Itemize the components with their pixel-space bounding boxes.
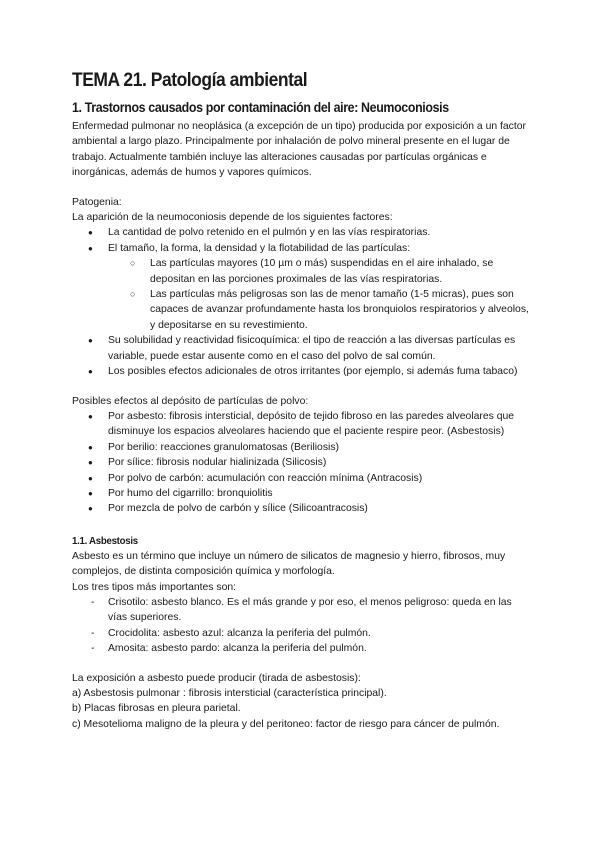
section-1-1-heading: 1.1. Asbestosis bbox=[72, 534, 138, 547]
sub-list-item: ○ Las partículas mayores (10 µm o más) suspendidas en el aire inhalado, se depositan en las porciones proximales de las vías respiratorias. bbox=[108, 256, 532, 287]
effects-list bbox=[72, 409, 532, 517]
effects-lead: Posibles efectos al depósito de partículas de polvo: bbox=[72, 395, 309, 407]
size-sublist bbox=[108, 256, 532, 333]
list-item: ● La cantidad de polvo retenido en el pulmón y en las vías respiratorias. bbox=[72, 225, 532, 240]
asbesto-intro: Asbesto es un término que incluye un número de silicatos de magnesio y hierro, fibrosos, muy complejos, de distinta composición química y morfología. bbox=[72, 550, 506, 578]
exposure-item: c) Mesotelioma maligno de la pleura y del peritoneo: factor de riesgo para cáncer de pulmón. bbox=[72, 718, 500, 730]
list-item: ● Por humo del cigarrillo: bronquiolitis bbox=[72, 486, 532, 501]
list-item: ● Por berilio: reacciones granulomatosas (Beriliosis) bbox=[72, 440, 532, 455]
exposure-lead: La exposición a asbesto puede producir (tirada de asbestosis): bbox=[72, 672, 361, 684]
section-1-heading: 1. Trastornos causados por contaminación del aire: Neumoconiosis bbox=[72, 100, 449, 115]
list-item: ● Su solubilidad y reactividad fisicoquímica: el tipo de reacción a las diversas partículas es variable, puede estar ausente como en el caso del polvo de sal común. bbox=[72, 333, 532, 364]
patogenia-label: Patogenia: bbox=[72, 196, 122, 208]
list-item: - Crisotilo: asbesto blanco. Es el más grande y por eso, el menos peligroso: queda en las vías superiores. bbox=[72, 595, 532, 626]
exposure-item: a) Asbestosis pulmonar : fibrosis intersticial (característica principal). bbox=[72, 688, 387, 699]
list-item bbox=[72, 241, 532, 333]
factors-list bbox=[72, 225, 532, 379]
list-item: - Crocidolita: asbesto azul: alcanza la periferia del pulmón. bbox=[72, 626, 532, 641]
list-item: ● Por sílice: fibrosis nodular hialinizada (Silicosis) bbox=[72, 455, 532, 470]
asbestos-types-list bbox=[72, 595, 532, 657]
list-item-text: El tamaño, la forma, la densidad y la flotabilidad de las partículas: bbox=[108, 242, 411, 254]
list-item: - Amosita: asbesto pardo: alcanza la periferia del pulmón. bbox=[72, 641, 532, 656]
list-item: ● Por asbesto: fibrosis intersticial, depósito de tejido fibroso en las paredes alveolares que disminuye los espacios alveolares haciendo que el paciente respire peor. (Asbestosis) bbox=[72, 409, 532, 440]
exposure-item: b) Placas fibrosas en pleura parietal. bbox=[72, 703, 241, 715]
document-page bbox=[72, 70, 532, 732]
section-1-intro: Enfermedad pulmonar no neoplásica (a excepción de un tipo) producida por exposición a un factor ambiental a largo plazo. Principalmente por inhalación de polvo mineral presente en el lugar de trabajo. Actualmente también incluye las alteraciones causadas por partículas orgánicas e inorgánicas, además de humos y vapores químicos. bbox=[72, 121, 527, 179]
patogenia-lead: La aparición de la neumoconiosis depende de los siguientes factores: bbox=[72, 212, 393, 224]
types-lead: Los tres tipos más importantes son: bbox=[72, 581, 237, 593]
list-item: ● Por mezcla de polvo de carbón y sílice (Silicoantracosis) bbox=[72, 501, 532, 516]
sub-list-item: ○ Las partículas más peligrosas son las de menor tamaño (1-5 micras), pues son capaces de avanzar profundamente hasta los bronquiolos respiratorios y alveolos, y depositarse en su revestimiento. bbox=[108, 287, 532, 333]
list-item: ● Los posibles efectos adicionales de otros irritantes (por ejemplo, si además fuma tabaco) bbox=[72, 364, 532, 379]
list-item: ● Por polvo de carbón: acumulación con reacción mínima (Antracosis) bbox=[72, 471, 532, 486]
page-title: TEMA 21. Patología ambiental bbox=[72, 70, 308, 91]
